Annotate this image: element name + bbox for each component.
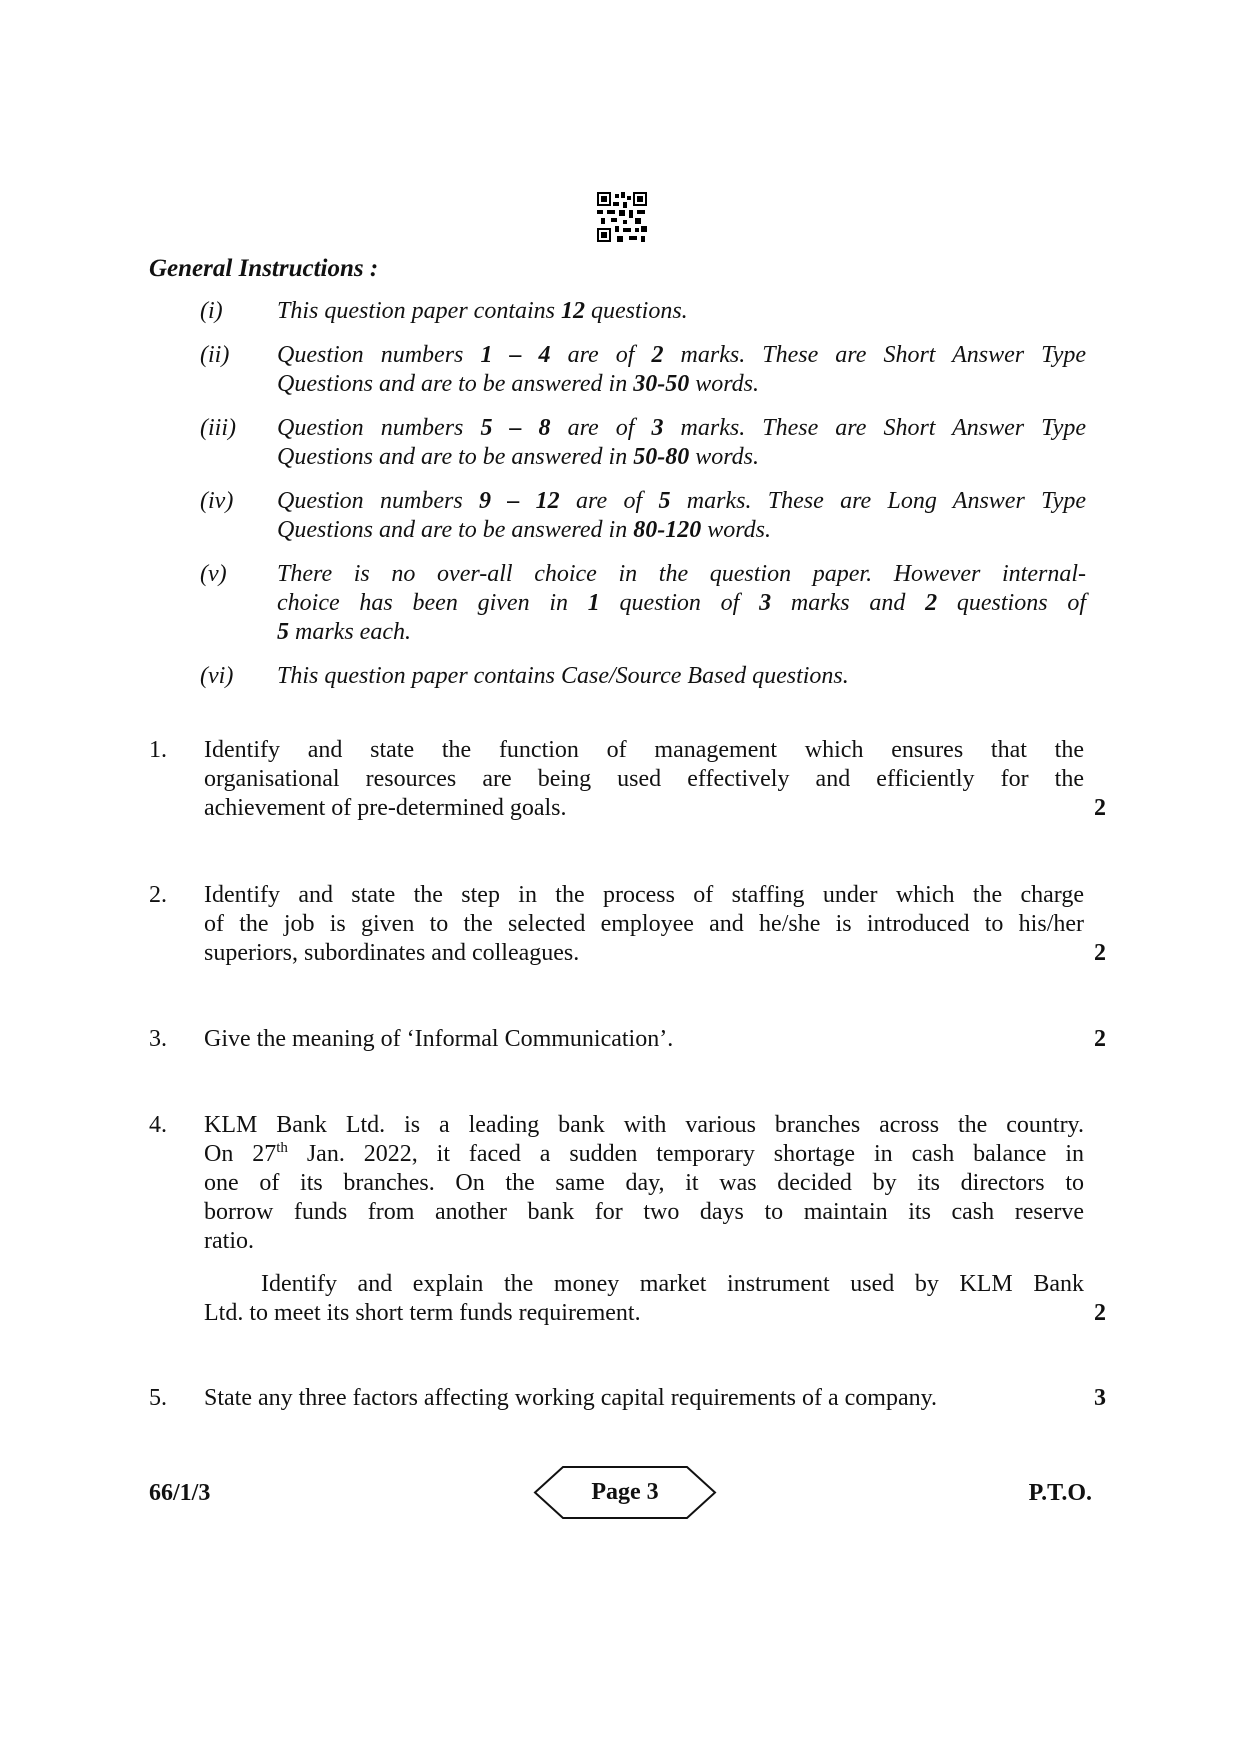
instruction-number: (i) (200, 298, 223, 324)
instruction-text: Question numbers 1 – 4 are of 2 marks. These are Short Answer Type (277, 342, 1087, 368)
instruction-text: There is no over-all choice in the question paper. However internal- (277, 561, 1086, 587)
question-marks: 2 (1094, 940, 1106, 966)
question-text: Ltd. to meet its short term funds requirement. (204, 1300, 641, 1326)
paper-code: 66/1/3 (149, 1480, 211, 1506)
question-number: 2. (149, 882, 167, 908)
question-marks: 3 (1094, 1385, 1106, 1411)
instruction-text: This question paper contains 12 questions. (277, 298, 688, 324)
question-text: Identify and state the step in the process of staffing under which the charge (204, 882, 1084, 908)
instruction-text: Questions and are to be answered in 50-80 words. (277, 444, 759, 470)
question-text: KLM Bank Ltd. is a leading bank with various branches across the country. (204, 1112, 1084, 1138)
question-number: 1. (149, 737, 167, 763)
instruction-text: Question numbers 5 – 8 are of 3 marks. These are Short Answer Type (277, 415, 1087, 441)
page-number: Page 3 (591, 1479, 659, 1505)
general-instructions-title: General Instructions : (149, 255, 379, 282)
instruction-text: Question numbers 9 – 12 are of 5 marks. These are Long Answer Type (277, 488, 1087, 514)
question-text: Identify and explain the money market instrument used by KLM Bank (261, 1271, 1084, 1297)
instruction-text: Questions and are to be answered in 80-120 words. (277, 517, 771, 543)
instruction-text: This question paper contains Case/Source Based questions. (277, 663, 849, 689)
instruction-text: 5 marks each. (277, 619, 411, 645)
question-text: borrow funds from another bank for two days to maintain its cash reserve (204, 1199, 1084, 1225)
qr-code-icon (597, 192, 647, 242)
instruction-number: (iii) (200, 415, 236, 441)
question-text-part: On 27 (204, 1141, 277, 1167)
question-text-part: Jan. 2022, it faced a sudden temporary shortage in cash balance in (287, 1141, 1084, 1167)
question-marks: 2 (1094, 1300, 1106, 1326)
question-number: 5. (149, 1385, 167, 1411)
page-number-badge (533, 1465, 717, 1520)
superscript: th (276, 1140, 288, 1156)
question-text: Identify and state the function of management which ensures that the (204, 737, 1084, 763)
instruction-number: (vi) (200, 663, 234, 689)
instruction-number: (v) (200, 561, 227, 587)
question-text: Give the meaning of ‘Informal Communication’. (204, 1026, 674, 1052)
question-marks: 2 (1094, 1026, 1106, 1052)
instruction-text: Questions and are to be answered in 30-50 words. (277, 371, 759, 397)
question-text: State any three factors affecting working capital requirements of a company. (204, 1385, 938, 1411)
question-text (204, 1140, 1084, 1169)
pto-label: P.T.O. (1028, 1480, 1092, 1506)
question-text: one of its branches. On the same day, it was decided by its directors to (204, 1170, 1084, 1196)
instruction-number: (iv) (200, 488, 234, 514)
instruction-number: (ii) (200, 342, 230, 368)
instruction-text: choice has been given in 1 question of 3 marks and 2 questions of (277, 590, 1086, 616)
question-number: 3. (149, 1026, 167, 1052)
question-text: ratio. (204, 1228, 254, 1254)
question-text: organisational resources are being used effectively and efficiently for the (204, 766, 1084, 792)
question-text: of the job is given to the selected employee and he/she is introduced to his/her (204, 911, 1084, 937)
question-text: superiors, subordinates and colleagues. (204, 940, 580, 966)
question-text: achievement of pre-determined goals. (204, 795, 567, 821)
question-marks: 2 (1094, 795, 1106, 821)
question-number: 4. (149, 1112, 167, 1138)
